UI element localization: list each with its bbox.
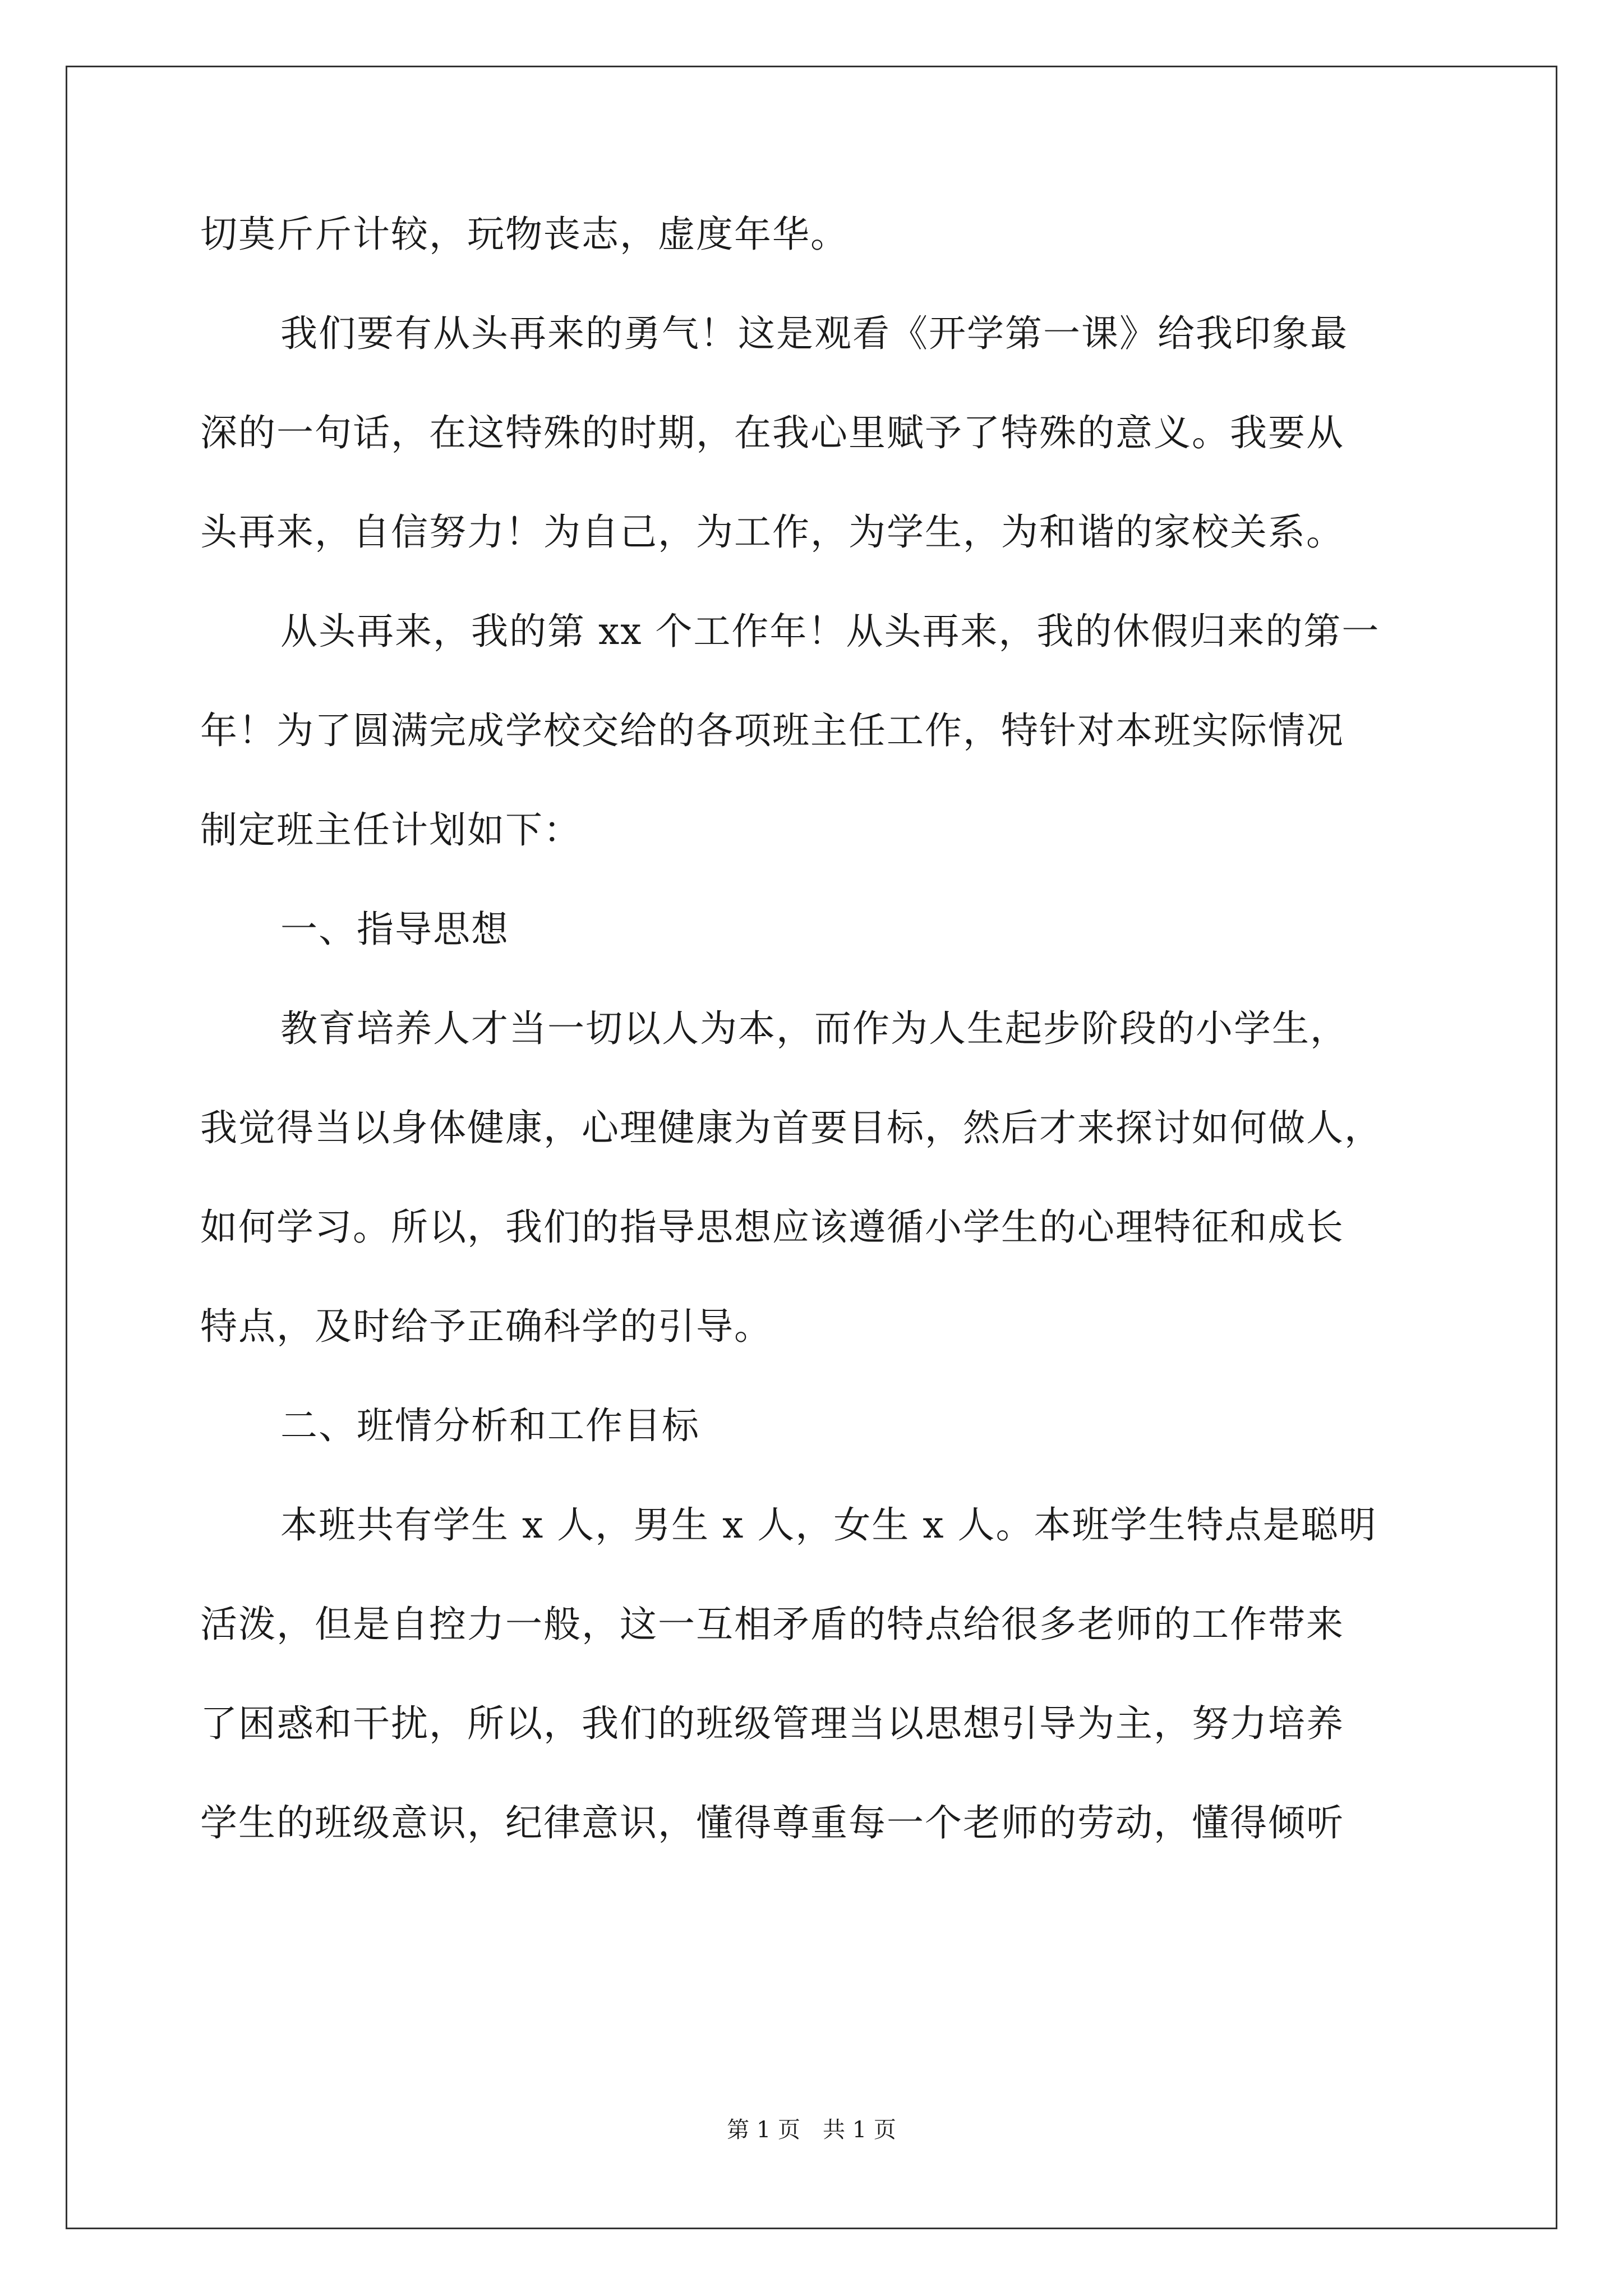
text-line: 活泼，但是自控力一般，这一互相矛盾的特点给很多老师的工作带来 — [200, 1603, 1344, 1646]
text-line: 年！为了圆满完成学校交给的各项班主任工作，特针对本班实际情况 — [200, 709, 1344, 752]
page-number: 第 1 页 — [727, 2117, 800, 2143]
paragraph-start-line: 教育培养人才当一切以人为本，而作为人生起步阶段的小学生， — [280, 1007, 1348, 1050]
text-line: 头再来，自信努力！为自己，为工作，为学生，为和谐的家校关系。 — [200, 510, 1344, 554]
text-line: 制定班主任计划如下： — [200, 808, 582, 852]
text-line: 如何学习。所以，我们的指导思想应该遵循小学生的心理特征和成长 — [200, 1205, 1344, 1249]
page-footer — [0, 2112, 1623, 2144]
paragraph-start-line: 我们要有从头再来的勇气！这是观看《开学第一课》给我印象最 — [280, 312, 1348, 355]
text-line: 了困惑和干扰，所以，我们的班级管理当以思想引导为主，努力培养 — [200, 1702, 1344, 1745]
text-line: 学生的班级意识，纪律意识，懂得尊重每一个老师的劳动，懂得倾听 — [200, 1801, 1344, 1844]
paragraph-start-line: 从头再来，我的第 xx 个工作年！从头再来，我的休假归来的第一 — [280, 610, 1380, 653]
paragraph-start-line: 本班共有学生 x 人，男生 x 人，女生 x 人。本班学生特点是聪明 — [280, 1503, 1377, 1547]
text-line: 特点，及时给予正确科学的引导。 — [200, 1305, 772, 1348]
text-line: 深的一句话，在这特殊的时期，在我心里赋予了特殊的意义。我要从 — [200, 411, 1344, 454]
section-heading: 二、班情分析和工作目标 — [280, 1404, 700, 1447]
section-heading: 一、指导思想 — [280, 908, 509, 951]
page-total: 共 1 页 — [823, 2117, 896, 2143]
text-line: 我觉得当以身体健康，心理健康为首要目标，然后才来探讨如何做人， — [200, 1106, 1382, 1149]
text-line: 切莫斤斤计较，玩物丧志，虚度年华。 — [200, 213, 849, 256]
